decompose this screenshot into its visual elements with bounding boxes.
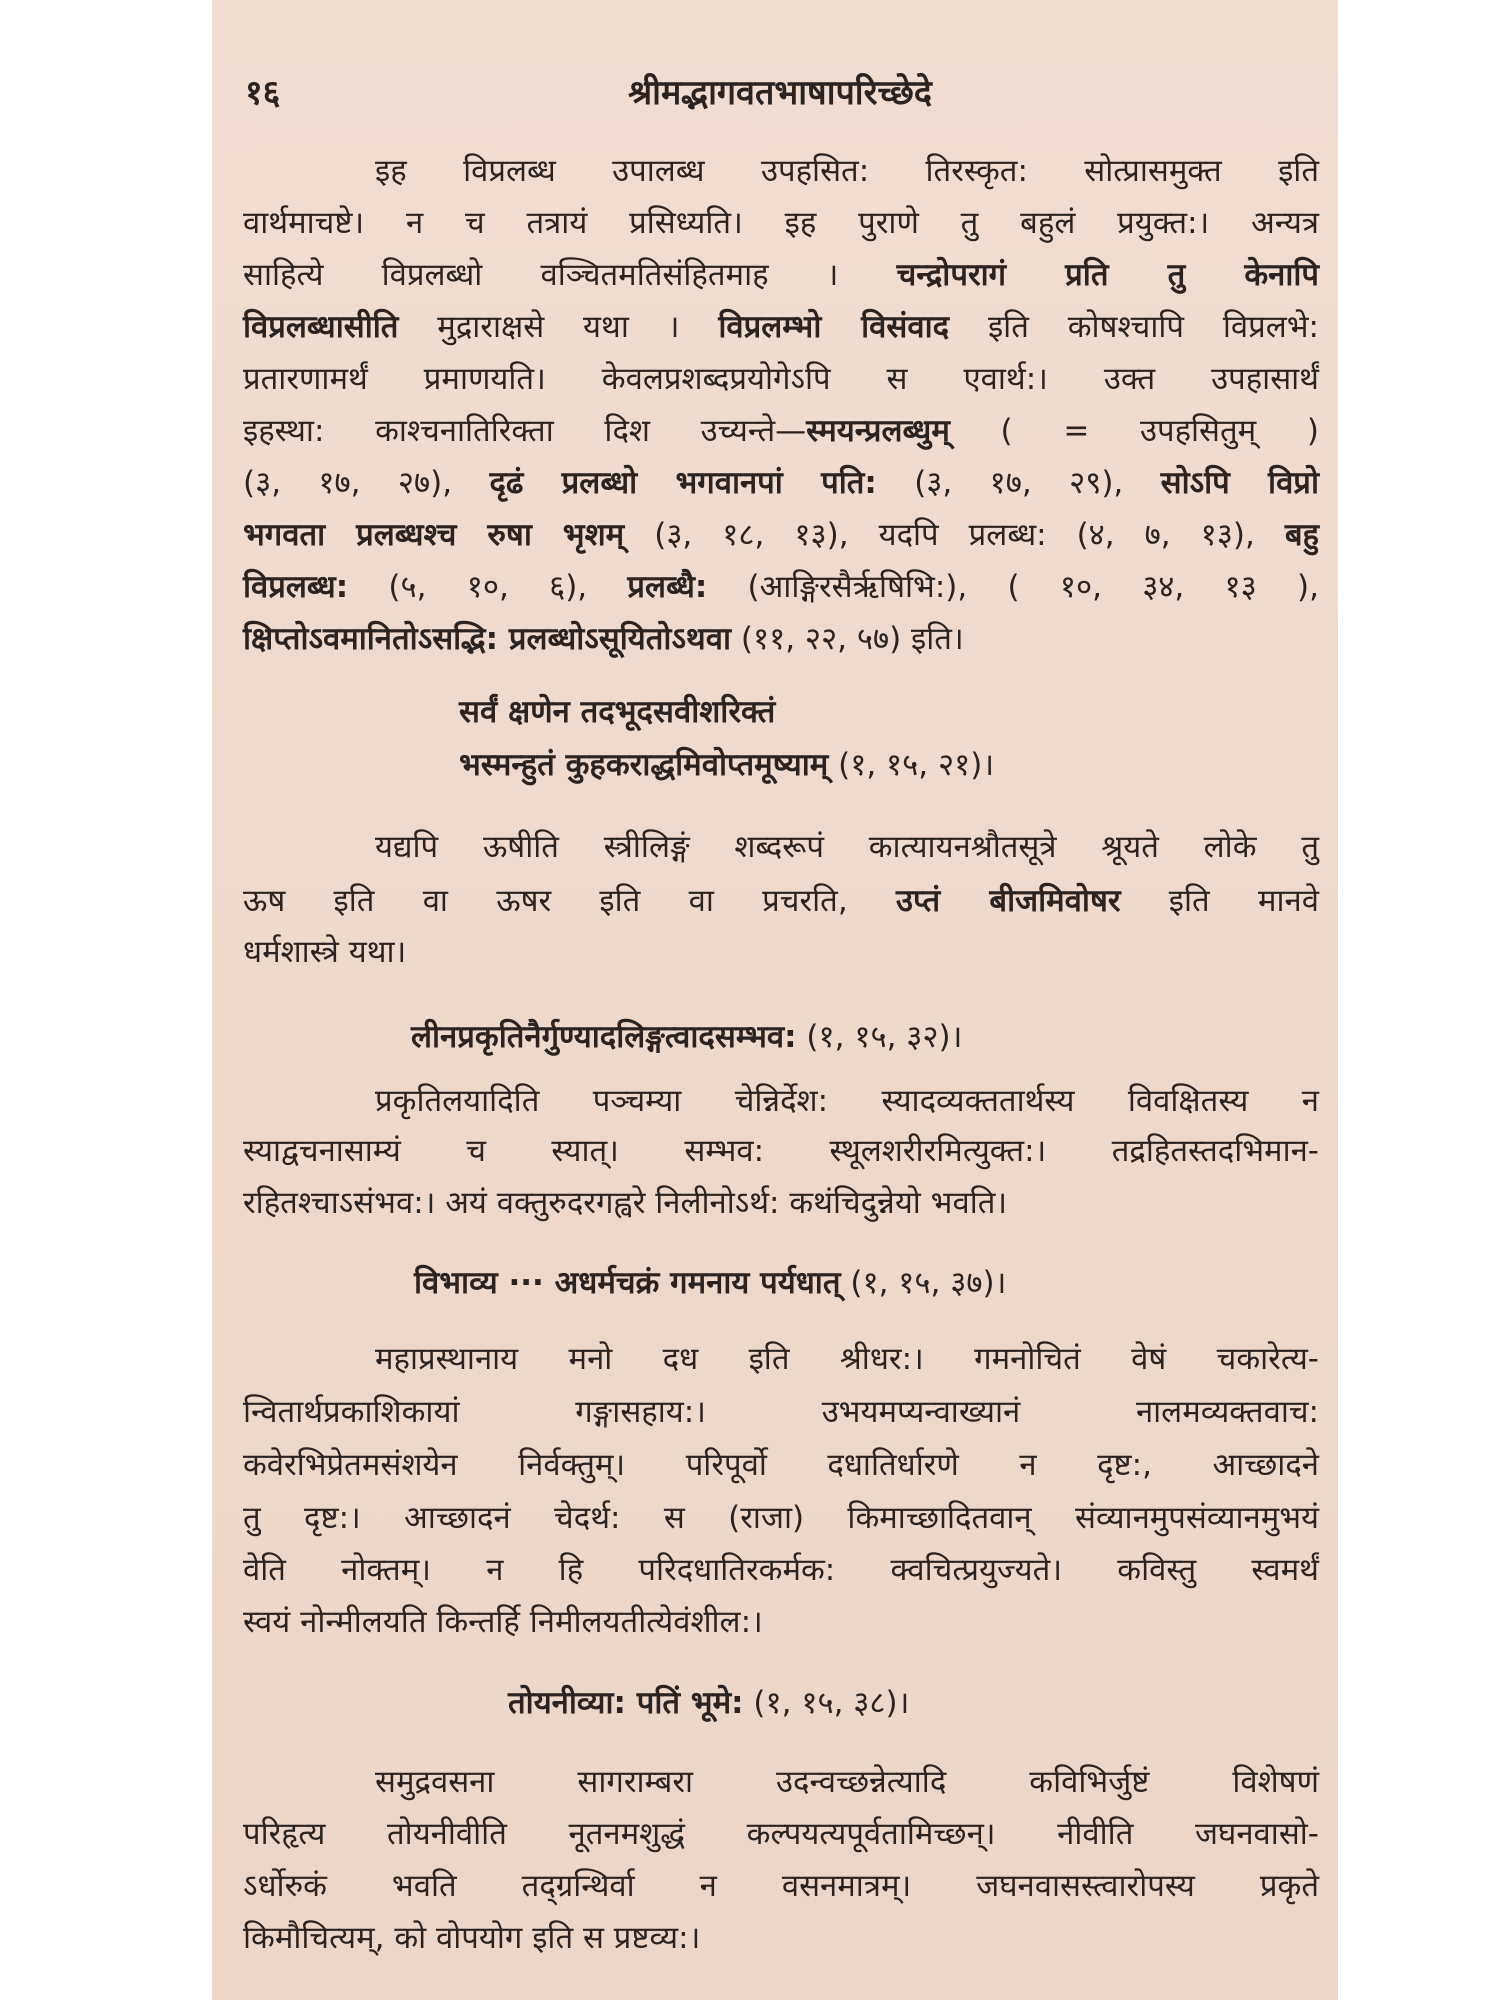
bold-citation: सोऽपि विप्रो: [1160, 465, 1319, 501]
text-line: [375, 1337, 1319, 1381]
text-line: [243, 253, 1319, 297]
text-run: इति कोषश्चापि विप्रलभे:: [949, 309, 1319, 345]
bold-citation: क्षिप्तोऽवमानितोऽसद्भि: प्रलब्धोऽसूयितोऽथवा: [243, 621, 732, 657]
bold-citation: सर्वं क्षणेन तदभूदसवीशरिक्तं: [459, 694, 776, 730]
text-run: (१, १५, ३२)।: [796, 1019, 963, 1055]
text-run: स्वयं नोन्मीलयति किन्तर्हि निमीलयतीत्येवंशील:।: [243, 1604, 763, 1640]
text-run: (११, २२, ५७) इति।: [731, 621, 964, 657]
bold-citation: दृढं प्रलब्धो भगवानपां पति:: [489, 465, 877, 501]
text-line: [459, 743, 994, 787]
bold-citation: उप्तं बीजमिवोषर: [895, 883, 1121, 919]
text-run: ऽर्धोरुकं भवति तद्ग्रन्थिर्वा न वसनमात्रम्। जघनवासस्त्वारोपस्य प्रकृते: [243, 1868, 1319, 1904]
text-line: [243, 1548, 1319, 1592]
text-run: (३, १७, २७),: [243, 465, 490, 501]
text-line: [243, 513, 1319, 557]
running-title: श्रीमद्भागवतभाषापरिच्छेदे: [628, 73, 932, 113]
bold-citation: चन्द्रोपरागं प्रति तु केनापि: [896, 257, 1319, 293]
text-line: [243, 1812, 1319, 1856]
text-line: [459, 690, 775, 734]
text-line: [243, 1129, 1319, 1173]
text-line: [243, 1181, 1319, 1225]
text-run: यद्यपि ऊषीति स्त्रीलिङ्गं शब्दरूपं कात्यायनश्रौतसूत्रे श्रूयते लोके तु: [375, 829, 1319, 865]
text-line: [243, 461, 1319, 505]
text-run: वेति नोक्तम्। न हि परिदधातिरकर्मक: क्वचित्प्रयुज्यते। कविस्तु स्वमर्थं: [243, 1552, 1319, 1588]
bold-citation: भगवता प्रलब्धश्च रुषा भृशम्: [243, 517, 625, 553]
text-line: [375, 1760, 1319, 1804]
text-run: (१, १५, ३७)।: [840, 1265, 1007, 1301]
text-line: [243, 409, 1319, 453]
text-line: [243, 1443, 1319, 1487]
text-run: ( = उपहसितुम् ): [949, 413, 1319, 449]
bold-citation: विभाव्य ··· अधर्मचक्रं गमनाय पर्यधात्: [414, 1265, 841, 1301]
bold-citation: बहु: [1284, 517, 1319, 553]
text-line: [243, 1600, 1319, 1644]
text-line: [375, 1079, 1319, 1123]
text-line: [243, 357, 1319, 401]
text-run: न्वितार्थप्रकाशिकायां गङ्गासहाय:। उभयमप्यन्वाख्यानं नालमव्यक्तवाच:: [243, 1394, 1319, 1430]
text-run: ऊष इति वा ऊषर इति वा प्रचरति,: [243, 883, 896, 919]
bold-citation: भस्मन्हुतं कुहकराद्धमिवोप्तमूष्याम्: [459, 747, 829, 783]
text-run: प्रतारणामर्थं प्रमाणयति। केवलप्रशब्दप्रयोगेऽपि स एवार्थ:। उक्त उपहासार्थं: [243, 361, 1319, 397]
text-line: [243, 1916, 1319, 1960]
text-line: [375, 825, 1319, 869]
text-run: साहित्ये विप्रलब्धो वञ्चितमतिसंहितमाह ।: [243, 257, 897, 293]
bold-citation: विप्रलब्ध:: [243, 569, 349, 605]
text-line: [243, 1864, 1319, 1908]
text-run: (३, १८, १३), यदपि प्रलब्ध: (४, ७, १३),: [624, 517, 1285, 553]
bold-citation: प्रलब्धै:: [627, 569, 708, 605]
bold-citation: विप्रलब्धासीति: [243, 309, 399, 345]
text-run: महाप्रस्थानाय मनो दध इति श्रीधर:। गमनोचितं वेषं चकारेत्य-: [375, 1341, 1319, 1377]
text-run: धर्मशास्त्रे यथा।: [243, 934, 407, 970]
text-run: इहस्था: काश्चनातिरिक्ता दिश उच्यन्ते—: [243, 413, 807, 449]
text-run: कवेरभिप्रेतमसंशयेन निर्वक्तुम्। परिपूर्वो दधातिर्धारणे न दृष्ट:, आच्छादने: [243, 1447, 1319, 1483]
text-run: समुद्रवसना सागराम्बरा उदन्वच्छन्नेत्यादि कविभिर्जुष्टं विशेषणं: [375, 1764, 1319, 1800]
text-run: प्रकृतिलयादिति पञ्चम्या चेन्निर्देश: स्यादव्यक्ततार्थस्य विवक्षितस्य न: [375, 1083, 1319, 1119]
text-line: [414, 1261, 1006, 1305]
text-line: [243, 1390, 1319, 1434]
text-run: इति मानवे: [1120, 883, 1320, 919]
text-run: परिहृत्य तोयनीवीति नूतनमशुद्धं कल्पयत्यपूर्वतामिच्छन्। नीवीति जघनवासो-: [243, 1816, 1319, 1852]
text-line: [243, 879, 1319, 923]
text-run: (१, १५, ३८)।: [743, 1685, 910, 1721]
page-number: १६: [245, 73, 281, 113]
bold-citation: विप्रलम्भो विसंवाद: [718, 309, 950, 345]
text-line: [243, 1496, 1319, 1540]
text-line: [411, 1015, 962, 1059]
text-run: इह विप्रलब्ध उपालब्ध उपहसित: तिरस्कृत: सोत्प्रासमुक्त इति: [375, 153, 1319, 189]
text-line: [375, 149, 1319, 193]
text-line: [508, 1681, 909, 1725]
text-run: (१, १५, २१)।: [828, 747, 995, 783]
text-line: [243, 930, 1319, 974]
bold-citation: स्मयन्प्रलब्धुम्: [806, 413, 950, 449]
text-run: रहितश्चाऽसंभव:। अयं वक्तुरुदरगह्वरे निलीनोऽर्थ: कथंचिदुन्नेयो भवति।: [243, 1185, 1008, 1221]
text-run: (आङ्गिरसैर्ऋषिभि:), ( १०, ३४, १३ ),: [707, 569, 1319, 605]
text-run: (३, १७, २९),: [876, 465, 1161, 501]
bold-citation: लीनप्रकृतिनैर्गुण्यादलिङ्गत्वादसम्भव:: [411, 1019, 797, 1055]
text-line: [243, 201, 1319, 245]
text-line: [243, 305, 1319, 349]
text-run: वार्थमाचष्टे। न च तत्रायं प्रसिध्यति। इह पुराणे तु बहुलं प्रयुक्त:। अन्यत्र: [243, 205, 1319, 241]
text-run: तु दृष्ट:। आच्छादनं चेदर्थ: स (राजा) किमाच्छादितवान् संव्यानमुपसंव्यानमुभयं: [243, 1500, 1319, 1536]
bold-citation: तोयनीव्या: पतिं भूमे:: [508, 1685, 744, 1721]
text-run: किमौचित्यम्, को वोपयोग इति स प्रष्टव्य:।: [243, 1920, 701, 1956]
text-run: मुद्राराक्षसे यथा ।: [398, 309, 719, 345]
text-line: [243, 617, 1319, 661]
text-run: स्याद्वचनासाम्यं च स्यात्। सम्भव: स्थूलशरीरमित्युक्त:। तद्रहितस्तदभिमान-: [243, 1133, 1319, 1169]
text-run: (५, १०, ६),: [348, 569, 628, 605]
text-line: [243, 565, 1319, 609]
